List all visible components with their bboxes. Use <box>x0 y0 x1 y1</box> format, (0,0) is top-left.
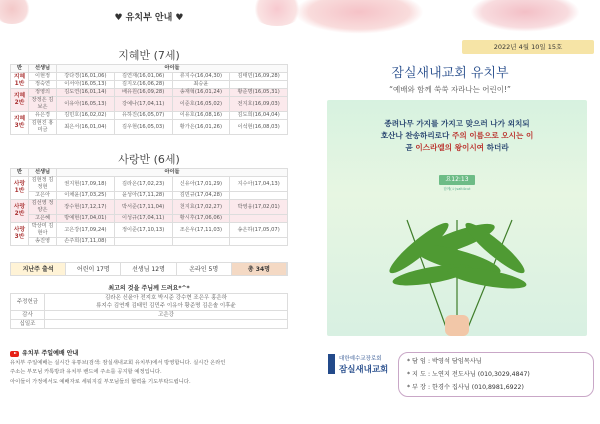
left-panel <box>0 0 298 424</box>
child-cell: 고은강(17,09,24) <box>57 223 115 238</box>
offering-title: 최고의 것을 주님께 드려요*^* <box>108 285 190 292</box>
offering-names <box>45 320 288 329</box>
child-cell <box>230 215 288 223</box>
child-cell: 김연재(16,01,06) <box>114 73 172 81</box>
child-cell: 강다경(16,01,06) <box>57 73 115 81</box>
teacher-name: 박상미 김현아 <box>29 223 57 238</box>
image-credit: 함께(ㅎ)salt4cut <box>443 187 471 191</box>
contact-pastor: * 담 임 : 박영석 담임목사님 <box>407 358 482 365</box>
child-cell: 류지수(16,04,30) <box>172 73 230 81</box>
logo-mark <box>328 354 335 374</box>
notice-text: 유치부 주일예배는 실시간 유튜브(검색: 잠실새내교회 유치부)에서 방영합니다. 실시간 온라인 주소는 부모님 카톡방과 유치부 밴드에 주소를 공지할 예정입니다. 아이들이 가정에서도 예배자로 세워지길 부모님들의 협력을 기도부탁드립니다. <box>10 359 226 385</box>
child-cell: 윤성아(17,11,28) <box>114 192 172 200</box>
love-section-title: 사랑반 (6세) <box>118 153 180 166</box>
offering-names: 고은강 <box>45 311 288 320</box>
notice-section <box>10 349 288 387</box>
child-cell: 이성규(17,04,11) <box>114 215 172 223</box>
flower-decoration <box>470 0 580 32</box>
verse-line: 종려나무 가지를 가지고 맞으러 나가 외치되 <box>384 119 530 128</box>
header-teacher: 선생님 <box>29 65 57 73</box>
notice-title-row <box>10 349 288 359</box>
teacher-name: 장정은 김보은 <box>29 97 57 112</box>
child-cell: 전지호(16,09,03) <box>230 97 288 112</box>
child-cell: 김민호(16,02,02) <box>57 112 115 120</box>
flower-decoration <box>294 0 424 34</box>
class-label: 사랑3반 <box>11 223 29 246</box>
child-cell: 방예현(17,04,01) <box>57 215 115 223</box>
logo-line-1: 대한예수교장로회 <box>339 356 382 362</box>
wisdom-table <box>10 64 288 135</box>
child-cell <box>230 192 288 200</box>
palm-branches-illustration <box>327 100 587 336</box>
slogan: “예배와 함께 쑥쑥 자라나는 어린이!” <box>389 85 511 94</box>
verse-line: 곧 이스라엘의 왕이시여 하더라 <box>405 143 509 152</box>
teacher-name: 송진영 <box>29 238 57 246</box>
class-label: 지혜3반 <box>11 112 29 135</box>
offering-names: 김라온 신윤아 전지호 박시준 강수현 조은우 홍은하 류지수 김연재 김태민 김민주 이유아 황준명 김은솔 이후윤 <box>45 294 288 311</box>
teacher-name: 고은혜 <box>29 215 57 223</box>
child-cell <box>172 238 230 246</box>
child-cell: 송은하(17,05,07) <box>230 223 288 238</box>
child-cell: 유하진(16,05,07) <box>114 112 172 120</box>
attendance-label: 지난주 출석 <box>11 263 66 275</box>
child-cell: 김라온(17,02,23) <box>114 177 172 192</box>
offering-label: 십일조 <box>11 320 45 329</box>
child-cell: 김태민(16,09,28) <box>230 73 288 81</box>
teacher-name: 김선영 정양은 <box>29 200 57 215</box>
child-cell: 김도연(16,01,14) <box>57 89 115 97</box>
child-cell: 강예나(17,04,11) <box>114 97 172 112</box>
church-title: 잠실새내교회 유치부 <box>391 66 509 81</box>
logo-line-2: 잠실새내교회 <box>339 365 389 375</box>
child-cell: 김지오(16,06,28) <box>114 81 172 89</box>
child-cell: 이유아(16,05,13) <box>57 97 115 112</box>
child-cell: 송재혁(16,01,24) <box>172 89 230 97</box>
child-cell: 최은서(16,01,04) <box>57 120 115 135</box>
youtube-icon <box>10 351 19 357</box>
teacher-name: 유은경 <box>29 112 57 120</box>
offering-label: 감사 <box>11 311 45 320</box>
teacher-name: 정숙연 <box>29 81 57 89</box>
child-cell: 장수현(17,12,17) <box>57 200 115 215</box>
header-teacher: 선생님 <box>29 169 57 177</box>
class-label: 지혜1반 <box>11 73 29 89</box>
child-cell <box>114 238 172 246</box>
child-cell: 이서아(16,05,13) <box>57 81 115 89</box>
teacher-name: 정영의 <box>29 89 57 97</box>
contact-evangelist: * 지 도 : 노연지 전도사님 (010,3029,4847) <box>407 371 530 378</box>
header-children: 아이들 <box>57 169 288 177</box>
class-label: 지혜2반 <box>11 89 29 112</box>
class-label: 사랑1반 <box>11 177 29 200</box>
header-class: 반 <box>11 169 29 177</box>
verse-reference: 요12:13 <box>439 175 475 185</box>
contact-director: * 부 장 : 한경수 집사님 (010,8981,6922) <box>407 384 524 391</box>
child-cell: 천지효(17,02,27) <box>172 200 230 215</box>
child-cell: 이석현(16,08,03) <box>230 120 288 135</box>
child-cell: 손주희(17,11,08) <box>57 238 115 246</box>
wisdom-section-title: 지혜반 (7세) <box>118 49 180 62</box>
child-cell <box>230 238 288 246</box>
child-cell: 박서준(17,11,04) <box>114 200 172 215</box>
child-cell: 김도희(16,04,04) <box>230 112 288 120</box>
notice-title: 유치부 주일예배 안내 <box>22 350 79 357</box>
child-cell: 배유원(16,09,28) <box>114 89 172 97</box>
child-cell: 이준호(16,05,02) <box>172 97 230 112</box>
child-cell: 최승윤 <box>172 81 230 89</box>
church-logo <box>328 352 396 378</box>
class-label: 사랑2반 <box>11 200 29 223</box>
contact-info <box>398 352 594 397</box>
child-cell: 조은우(17,11,03) <box>172 223 230 238</box>
offering-table <box>10 293 288 329</box>
child-cell: 김민규(17,04,28) <box>172 192 230 200</box>
date-badge: 2022년 4월 10일 15호 <box>462 40 594 54</box>
child-cell: 정이준(17,10,13) <box>114 223 172 238</box>
child-cell: 황가은(16,01,26) <box>172 120 230 135</box>
teacher-name: 이현정 <box>29 73 57 81</box>
header-class: 반 <box>11 65 29 73</box>
offering-label: 주정헌금 <box>11 294 45 311</box>
teacher-name: 김현정 김정현 <box>29 177 57 192</box>
header-children: 아이들 <box>57 65 288 73</box>
child-cell: 이채윤(17,03,25) <box>57 192 115 200</box>
teacher-count: 선생님 12명 <box>121 263 176 275</box>
child-cell: 신유아(17,01,29) <box>172 177 230 192</box>
child-cell: 권지현(17,09,18) <box>57 177 115 192</box>
child-cell: 황준명(16,05,31) <box>230 89 288 97</box>
verse-card <box>327 100 587 336</box>
children-count: 어린이 17명 <box>66 263 121 275</box>
child-cell: 황시후(17,06,06) <box>172 215 230 223</box>
love-table <box>10 168 288 246</box>
teacher-name: 김현진 홍미금 <box>29 120 57 135</box>
left-title: ♥ 유치부 안내 ♥ <box>114 13 184 23</box>
child-cell: 이유호(16,08,16) <box>172 112 230 120</box>
child-cell: 김우현(16,05,03) <box>114 120 172 135</box>
child-cell <box>230 81 288 89</box>
teacher-name: 고은아 <box>29 192 57 200</box>
attendance-stats <box>10 262 288 276</box>
child-cell: 지수아(17,04,13) <box>230 177 288 192</box>
online-count: 온라인 5명 <box>177 263 232 275</box>
verse-line: 호산나 찬송하리로다 주의 이름으로 오시는 이 <box>380 131 534 140</box>
total-count: 총 34명 <box>232 263 287 275</box>
child-cell: 박영웅(17,02,01) <box>230 200 288 215</box>
